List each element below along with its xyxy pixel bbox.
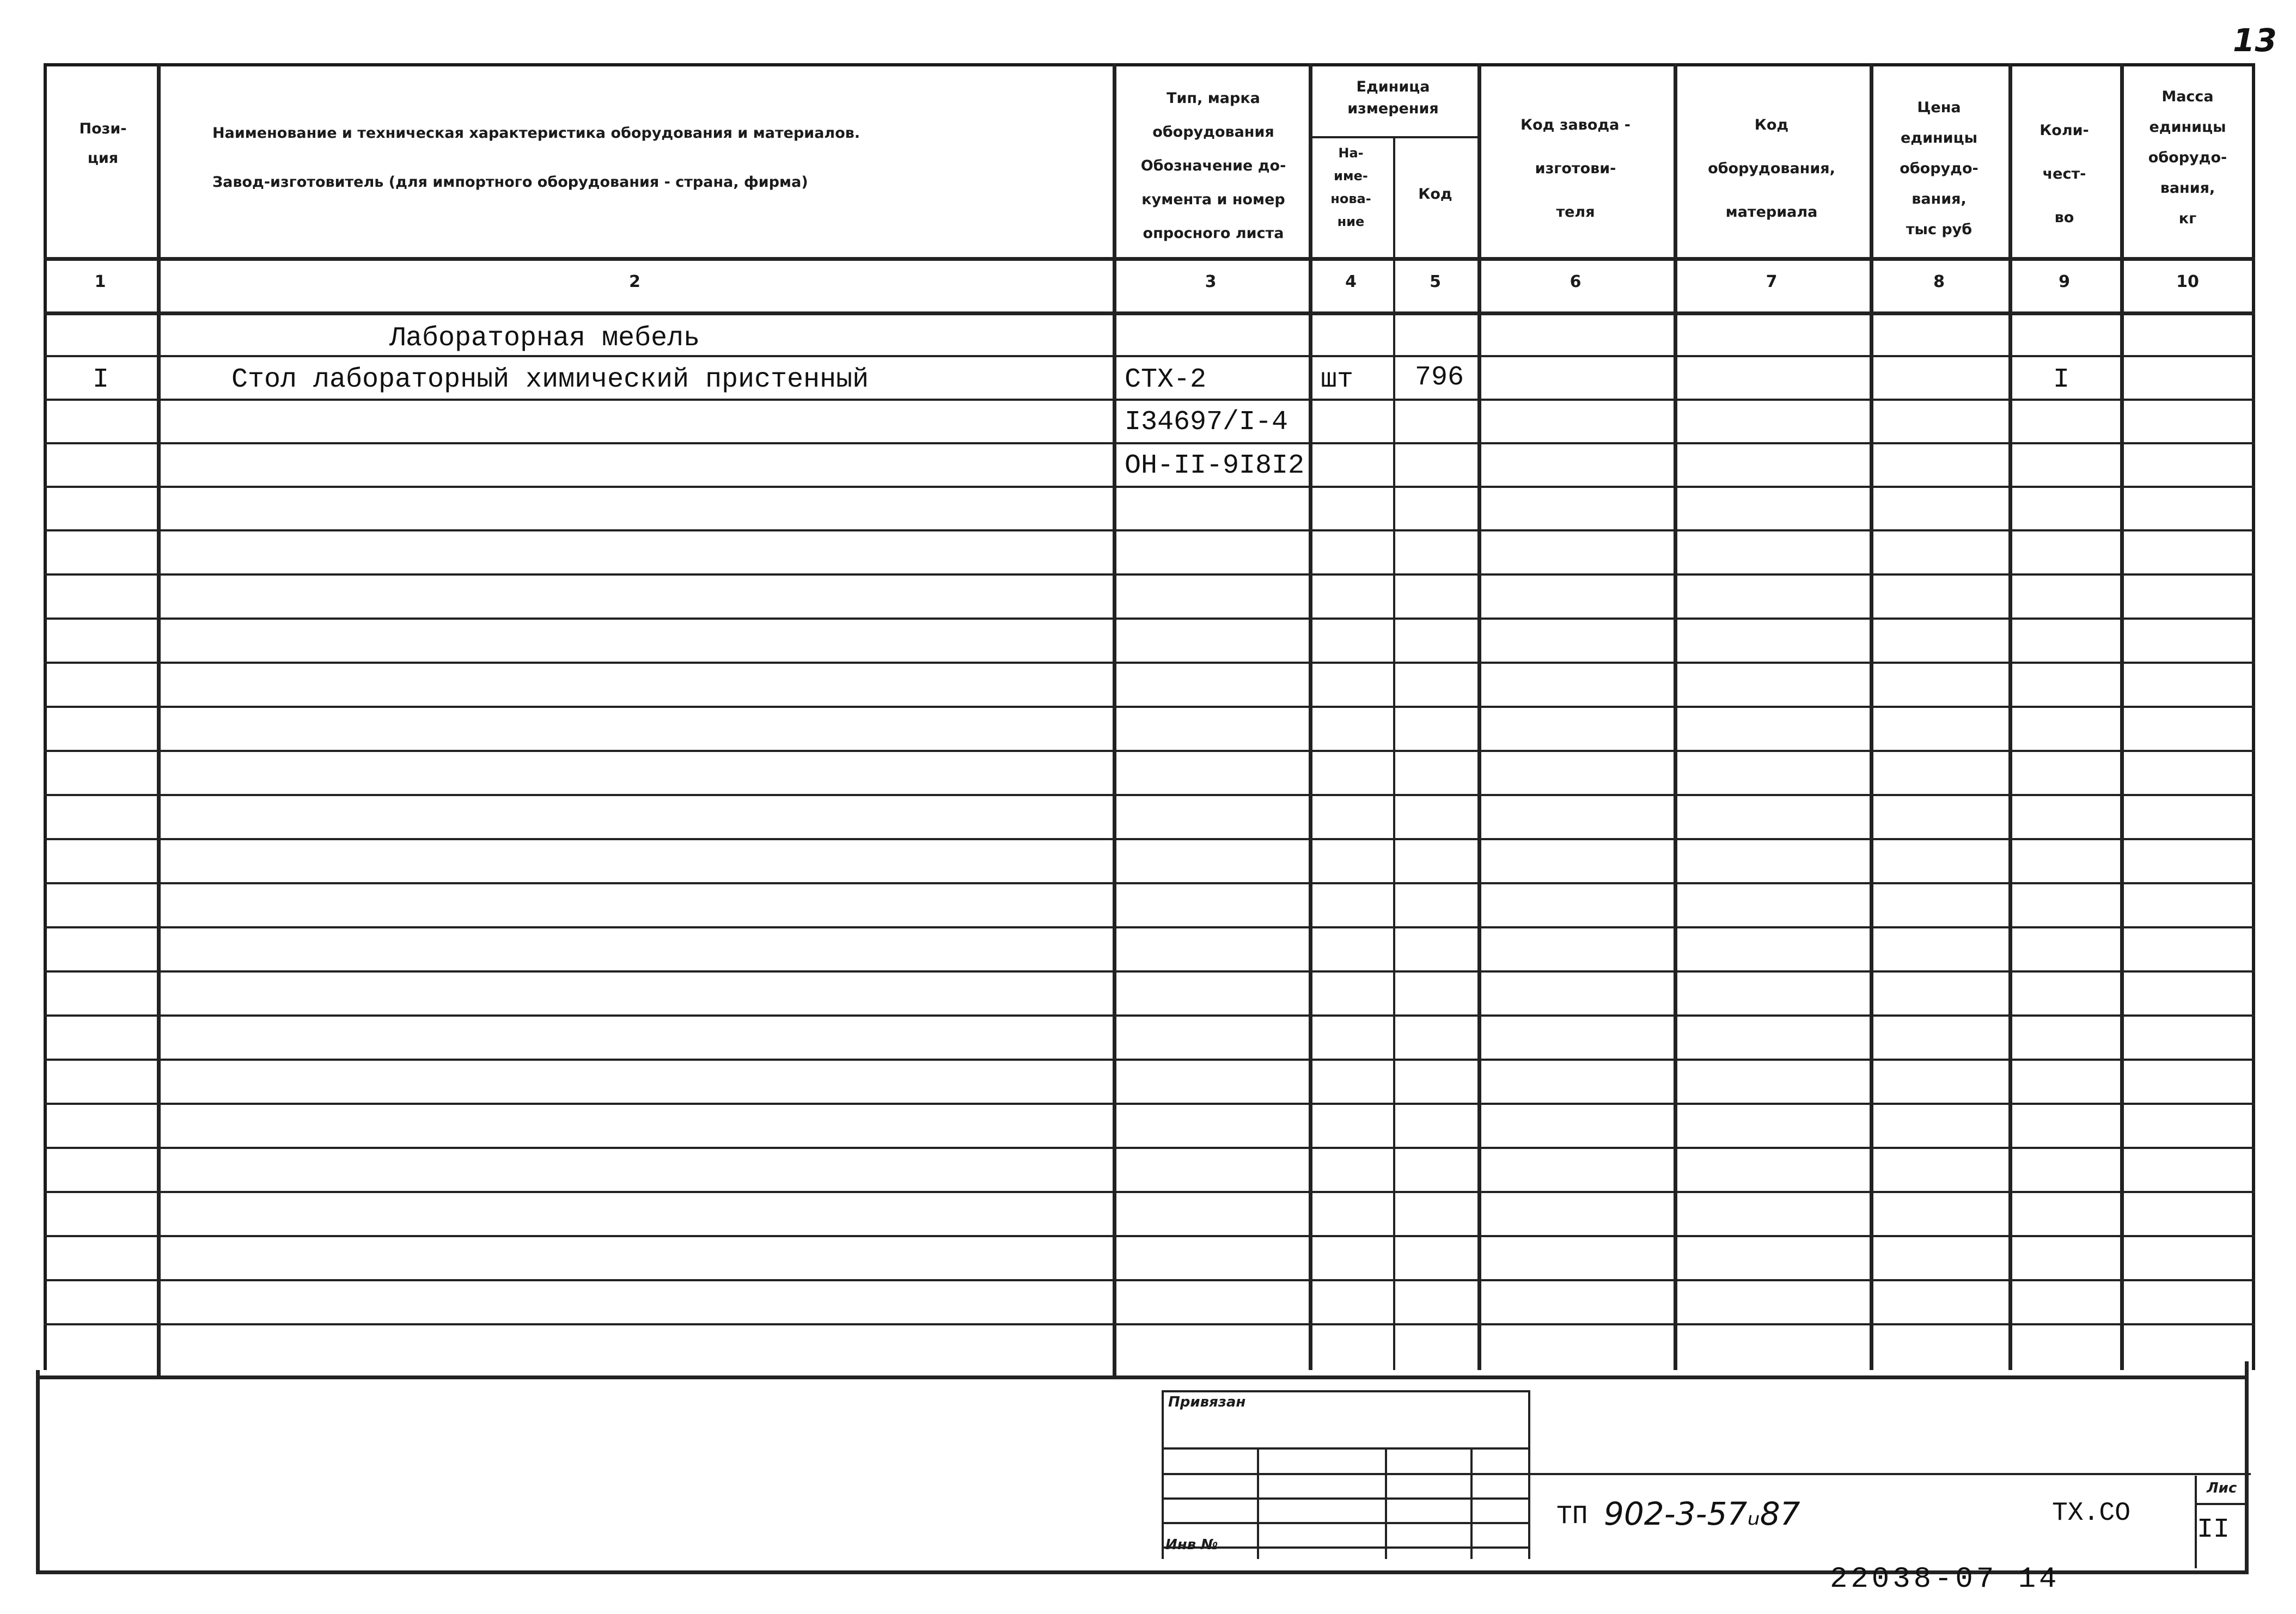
stamp-line	[1162, 1522, 1530, 1524]
row-line	[44, 573, 2255, 576]
column-number: 6	[1570, 272, 1581, 291]
header-type: Тип, марка оборудования Обозначение до- кумента и номер опросного листа	[1140, 90, 1286, 242]
row-line	[44, 1191, 2255, 1193]
row-line	[44, 882, 2255, 884]
header-position: Пози- ция	[79, 120, 127, 167]
header-units: Единица измерения	[1347, 78, 1439, 117]
row-line	[44, 706, 2255, 708]
row-line	[44, 355, 2255, 357]
row-line	[44, 1103, 2255, 1105]
row-line	[44, 399, 2255, 401]
doc-mark: ТХ.СО	[2052, 1499, 2131, 1528]
stamp-line	[1470, 1447, 1473, 1559]
row-line	[44, 662, 2255, 664]
table-row-qty: I	[2053, 364, 2070, 395]
section-heading: Лабораторная мебель	[389, 323, 700, 354]
table-row-name: Стол лабораторный химический пристенный	[231, 364, 869, 395]
inv-label: Инв №	[1165, 1537, 1218, 1553]
sheet-number: II	[2197, 1514, 2230, 1545]
table-row-type: I34697/I-4	[1125, 407, 1289, 438]
footer-number: 22038-07 14	[1830, 1563, 2060, 1596]
row-line	[44, 442, 2255, 444]
header-unit-code: Код	[1418, 186, 1452, 203]
header-unit-name: На- име- нова- ние	[1330, 145, 1371, 229]
row-line	[44, 1147, 2255, 1149]
column-number: 10	[2176, 272, 2199, 291]
column-number: 9	[2059, 272, 2070, 291]
column-number: 8	[1933, 272, 1945, 291]
table-row-position: I	[93, 364, 109, 395]
column-number: 3	[1205, 272, 1217, 291]
row-line	[44, 1235, 2255, 1237]
sheet-box-line	[2195, 1503, 2246, 1505]
stamp-line	[1257, 1447, 1259, 1559]
body-bottom	[36, 1375, 2249, 1379]
colnum-bottom	[44, 311, 2255, 315]
row-line	[44, 794, 2255, 796]
header-equip-code: Код оборудования, материала	[1708, 117, 1835, 221]
col-divider	[1393, 136, 1395, 1370]
header-mass: Масса единицы оборудо- вания, кг	[2148, 88, 2227, 227]
column-number: 7	[1766, 272, 1778, 291]
privyazan-label: Привязан	[1168, 1394, 1246, 1410]
header-price: Цена единицы оборудо- вания, тыс руб	[1900, 99, 1979, 238]
row-line	[44, 926, 2255, 928]
frame-right	[2245, 1361, 2249, 1573]
row-line	[44, 1014, 2255, 1017]
row-line	[44, 529, 2255, 531]
table-row-code: 796	[1415, 362, 1464, 393]
row-line	[44, 1279, 2255, 1281]
table-row-unit: шт	[1321, 364, 1354, 395]
table-row-type: СТХ-2	[1125, 364, 1207, 395]
row-line	[44, 1323, 2255, 1325]
header-qty: Коли- чест- во	[2039, 122, 2089, 226]
table-row-type: ОН-II-9I8I2	[1125, 450, 1305, 481]
stamp-line	[1162, 1497, 1530, 1500]
header-name: Наименование и техническая характеристика оборудования и материалов. Завод-изготовитель (для импортного оборудования - страна, фирма)	[212, 125, 860, 191]
doc-number: 902-3-57ᵤ87	[1604, 1495, 1800, 1532]
frame-left	[36, 1370, 40, 1573]
stamp-line	[1162, 1473, 2251, 1475]
row-line	[44, 1059, 2255, 1061]
column-number: 2	[629, 272, 640, 291]
row-line	[44, 838, 2255, 840]
row-line	[44, 750, 2255, 752]
page-number: 13	[2233, 22, 2277, 59]
header-bottom	[44, 257, 2255, 261]
column-number: 1	[94, 272, 106, 291]
column-number: 4	[1345, 272, 1357, 291]
doc-prefix: ТП	[1556, 1502, 1588, 1531]
row-line	[44, 970, 2255, 973]
stamp-line	[1162, 1390, 1530, 1392]
units-split	[1309, 136, 1477, 138]
sheet-label: Лис	[2207, 1480, 2237, 1496]
header-mfr-code: Код завода - изготови- теля	[1521, 117, 1631, 221]
row-line	[44, 486, 2255, 488]
stamp-line	[1162, 1447, 1530, 1450]
column-number: 5	[1430, 272, 1441, 291]
row-line	[44, 618, 2255, 620]
stamp-line	[1385, 1447, 1387, 1559]
